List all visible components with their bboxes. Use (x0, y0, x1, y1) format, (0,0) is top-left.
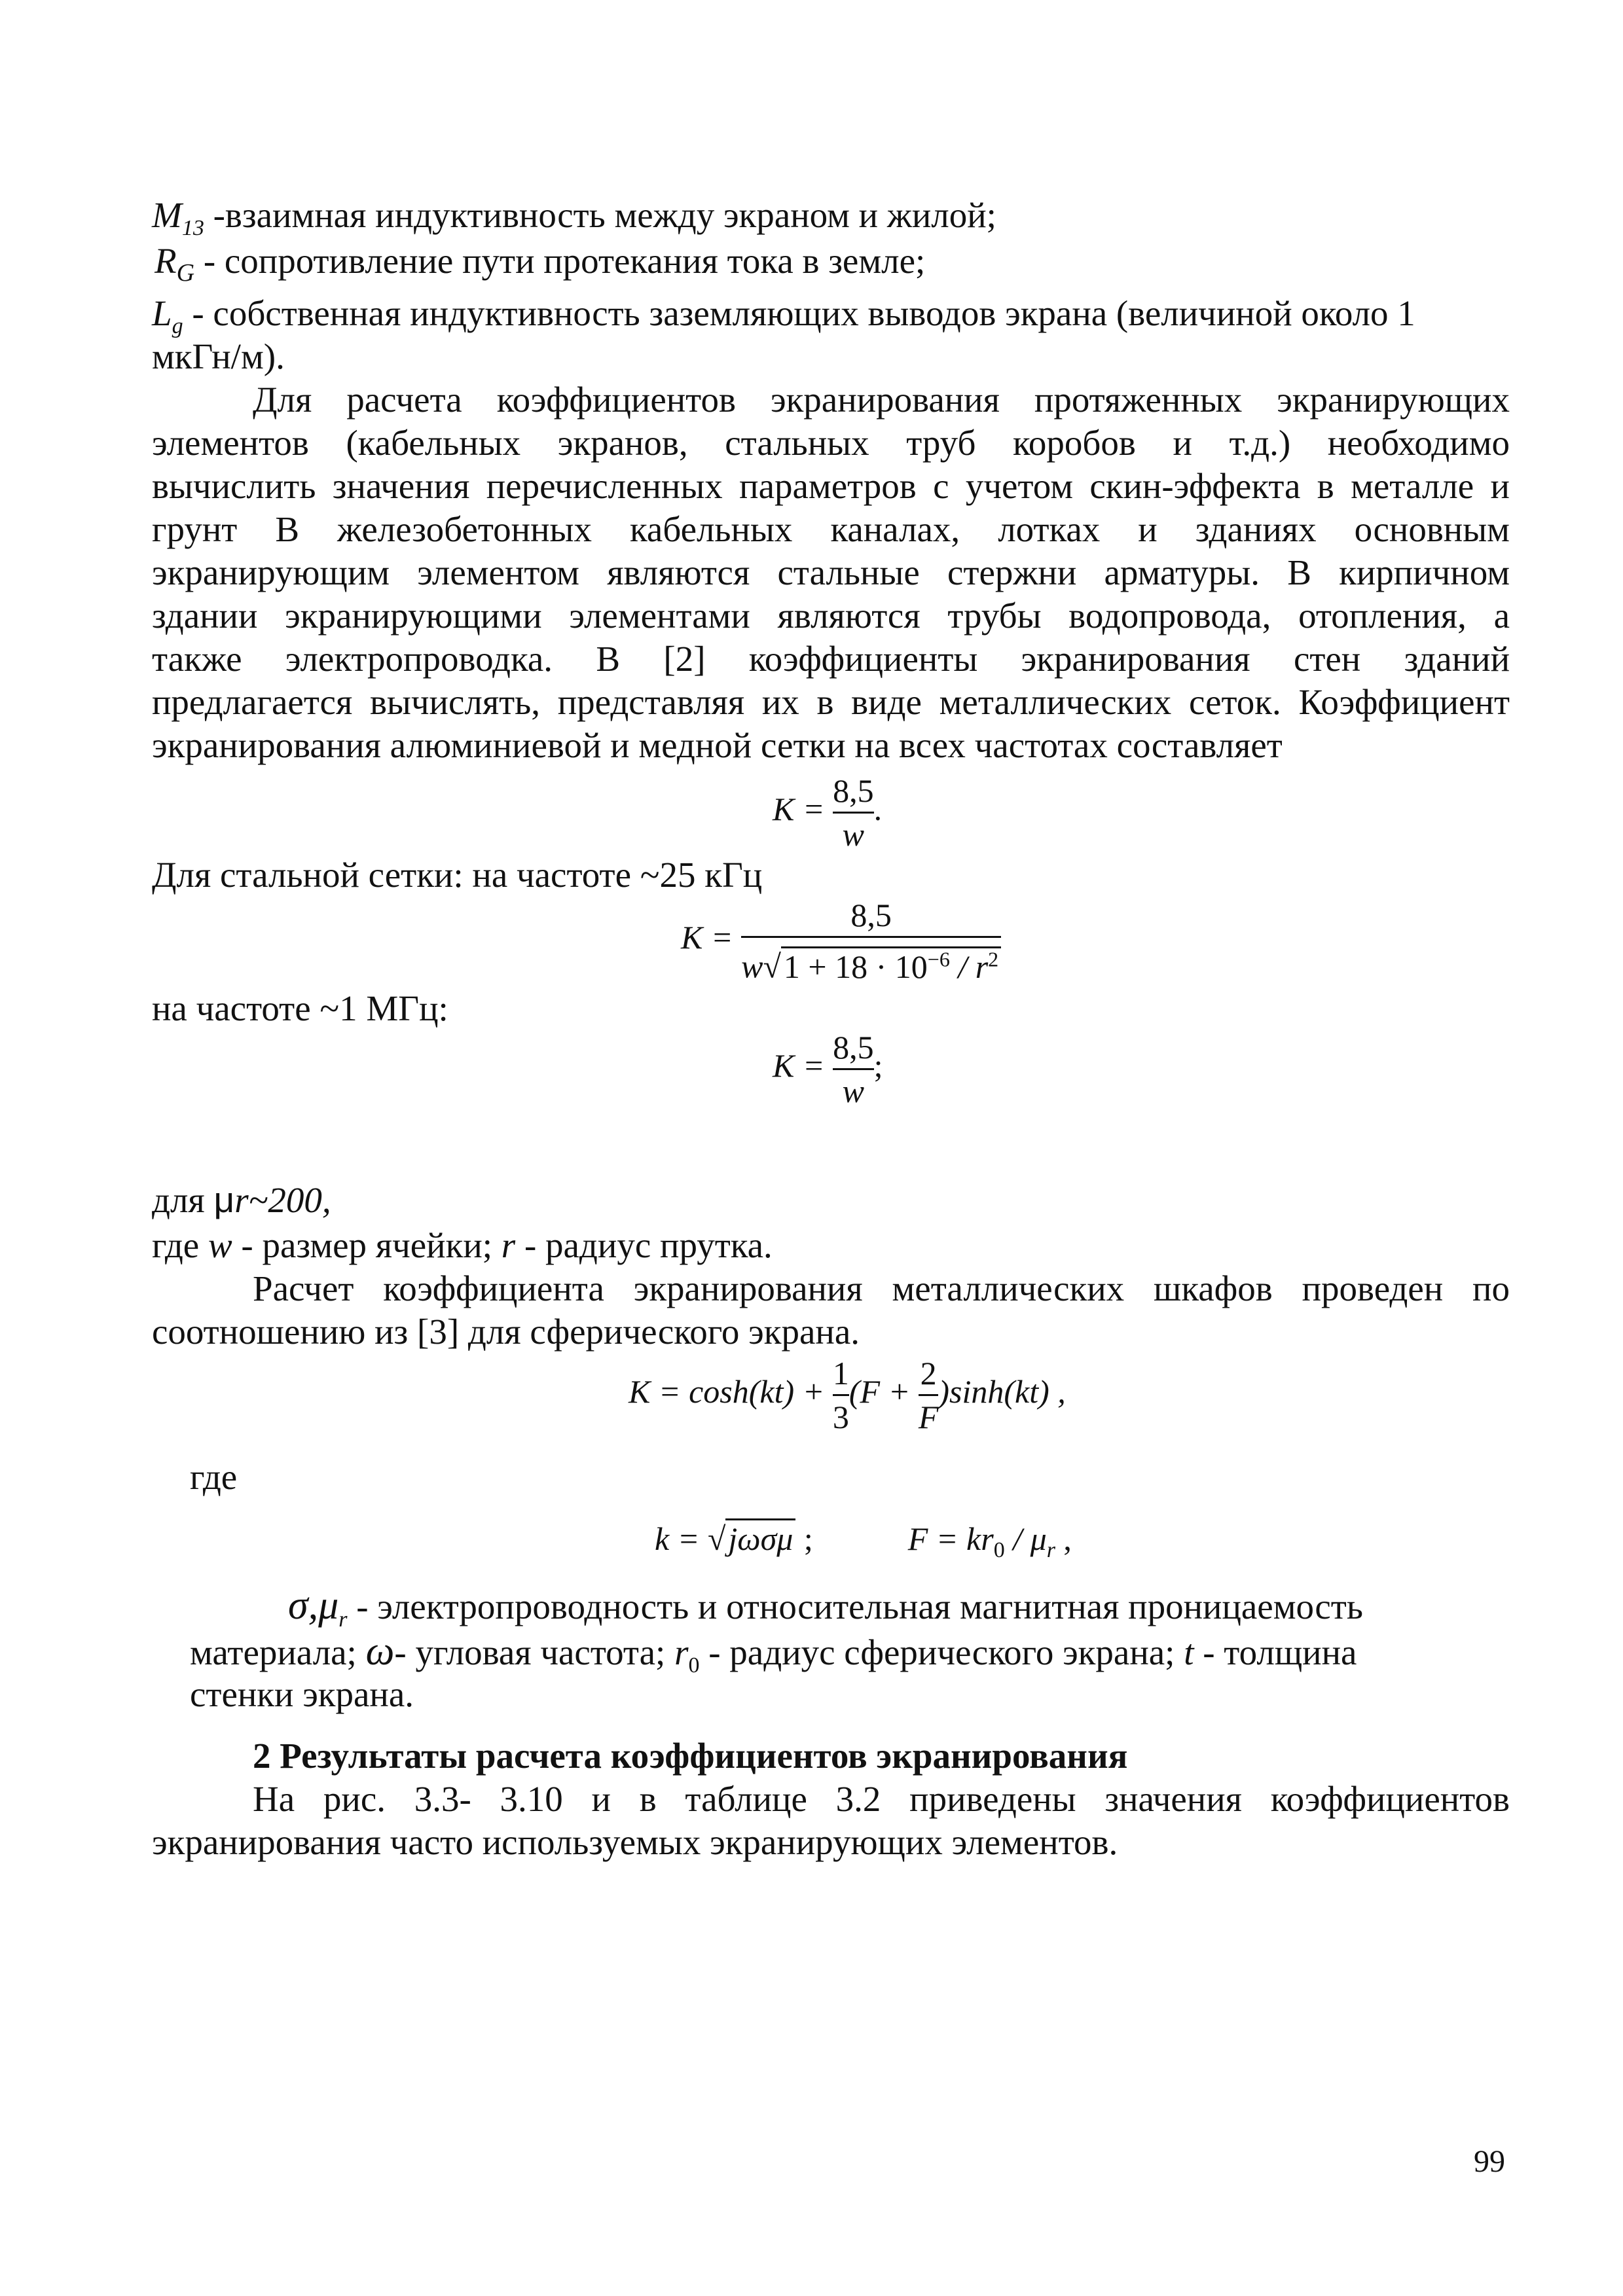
mu-condition (152, 1178, 331, 1222)
paragraph-line: экранирующим элементом являются стальные стержни арматуры. В кирпичном (152, 552, 1510, 592)
equation-part: K = cosh(kt) + (629, 1372, 833, 1410)
symbol-sub: g (172, 314, 183, 338)
exponent: 2 (988, 947, 999, 971)
paragraph-line: вычислить значения перечисленных параметров с учетом скин-эффекта в металле и (152, 466, 1510, 506)
equation-lhs: K = (773, 1047, 833, 1084)
text: - угловая частота; (394, 1632, 675, 1672)
radicand: jωσμ (725, 1518, 795, 1557)
symbol-omega: ω (365, 1629, 395, 1674)
text: - толщина (1194, 1632, 1357, 1672)
paragraph-line: соотношению из [3] для сферического экрана. (152, 1312, 860, 1352)
subscript: 0 (993, 1538, 1005, 1562)
punctuation: , (1055, 1520, 1072, 1557)
paragraph-line: где (190, 1457, 238, 1497)
numerator: 8,5 (850, 897, 892, 933)
paragraph-line: грунт В железобетонных кабельных каналах, лотках и зданиях основным (152, 509, 1510, 549)
fraction (833, 1355, 849, 1435)
denominator: w (842, 816, 865, 853)
fraction (741, 897, 1001, 985)
definition-lg (152, 292, 1415, 348)
denominator: 3 (832, 1399, 849, 1435)
text: - радиус сферического экрана; (699, 1632, 1184, 1672)
symbol-sigma-mu: σ,μ (288, 1583, 339, 1628)
fraction-bar (833, 1394, 849, 1396)
radicand (781, 946, 1001, 985)
section-heading: 2 Результаты расчета коэффициентов экранирования (253, 1736, 1128, 1776)
page-number: 99 (1474, 2144, 1505, 2179)
symbol-r: R (155, 241, 177, 281)
exponent: −6 (927, 947, 950, 971)
equation-lhs: K = (681, 918, 742, 956)
fraction (833, 772, 874, 853)
paragraph-line: На рис. 3.3- 3.10 и в таблице 3.2 приведены значения коэффициентов (253, 1779, 1510, 1819)
definition-text: - сопротивление пути протекания тока в земле; (194, 241, 926, 281)
symbol-sub: G (176, 259, 195, 287)
equation-lhs: K = (773, 790, 833, 827)
equation-part: F = kr (907, 1520, 994, 1557)
equation-part: (F + (848, 1372, 919, 1410)
paragraph-line: элементов (кабельных экранов, стальных труб коробов и т.д.) необходимо (152, 423, 1510, 463)
equation-k-mesh (773, 772, 882, 853)
paragraph-line: Для расчета коэффициентов экранирования протяженных экранирующих (253, 380, 1510, 420)
radicand-text: 1 + 18 · 10 (783, 948, 928, 985)
equation-k-mhz (773, 1029, 883, 1109)
definition-text: - собственная индуктивность заземляющих выводов экрана (величиной около 1 (183, 293, 1415, 333)
symbol-r: r (501, 1225, 516, 1265)
text: r~200, (234, 1180, 331, 1220)
denominator: w (842, 1073, 865, 1109)
sqrt-sign: √ (707, 1520, 726, 1557)
fraction (919, 1355, 939, 1435)
separator: ; (795, 1520, 813, 1557)
symbol-l: L (152, 293, 172, 333)
definition-text: -взаимная индуктивность между экраном и жилой; (204, 195, 996, 235)
text: - радиус прутка. (515, 1225, 773, 1265)
sqrt-sign: √ (763, 948, 781, 985)
fraction-bar (919, 1394, 939, 1396)
definition-rg (155, 240, 925, 295)
symbol-w: w (208, 1225, 232, 1265)
paragraph-line: экранирования часто используемых экранирующих элементов. (152, 1822, 1118, 1862)
text: материала; (190, 1632, 366, 1672)
subscript: r (1046, 1538, 1055, 1562)
equation-k-f-definitions (655, 1517, 1072, 1572)
equation-k-sphere (629, 1355, 1066, 1435)
symbol-mu: μ (213, 1179, 235, 1220)
fraction-bar (741, 936, 1001, 938)
text: где (152, 1225, 208, 1265)
paragraph-line: предлагается вычислять, представляя их в виде металлических сеток. Коэффициент (152, 682, 1510, 722)
numerator: 2 (920, 1355, 937, 1391)
symbol-sub: r (338, 1607, 348, 1632)
definition-unit: мкГн/м). (152, 336, 285, 376)
numerator: 8,5 (833, 1029, 874, 1066)
fraction (833, 1029, 874, 1109)
fraction-bar (833, 812, 874, 814)
punctuation: ; (873, 1047, 883, 1084)
denominator (741, 941, 1001, 985)
numerator: 1 (832, 1355, 849, 1391)
paragraph-line: Для стальной сетки: на частоте ~25 кГц (152, 855, 763, 895)
subscript: 0 (688, 1653, 700, 1677)
paragraph-line: Расчет коэффициента экранирования металлических шкафов проведен по (253, 1268, 1510, 1308)
where-line (152, 1224, 773, 1267)
symbol-sub: 13 (181, 216, 204, 240)
equation-part: )sinh(kt) , (938, 1372, 1066, 1410)
symbol-m: M (152, 195, 182, 235)
radicand-tail: / r (949, 948, 989, 985)
paragraph-line: здании экранирующими элементами являются трубы водопровода, отопления, а (152, 596, 1510, 636)
fraction-bar (833, 1068, 874, 1070)
equation-part: k = (655, 1520, 708, 1557)
numerator: 8,5 (833, 772, 874, 809)
equation-k-steel (681, 897, 1001, 985)
text: - размер ячейки; (232, 1225, 501, 1265)
paragraph-line: также электропроводка. В [2] коэффициенты экранирования стен зданий (152, 639, 1510, 679)
paragraph-line: стенки экрана. (190, 1674, 414, 1714)
symbol-w: w (741, 948, 763, 985)
paragraph-line: на частоте ~1 МГц: (152, 988, 448, 1028)
text: для (152, 1180, 214, 1220)
denominator: F (918, 1399, 939, 1435)
punctuation: . (873, 790, 883, 827)
equation-part: / μ (1004, 1520, 1047, 1557)
paragraph-line: экранирования алюминиевой и медной сетки на всех частотах составляет (152, 725, 1283, 765)
definition-text: - электропроводность и относительная магнитная проницаемость (347, 1587, 1363, 1626)
symbol-r: r (674, 1632, 689, 1672)
symbol-t: t (1184, 1632, 1194, 1672)
